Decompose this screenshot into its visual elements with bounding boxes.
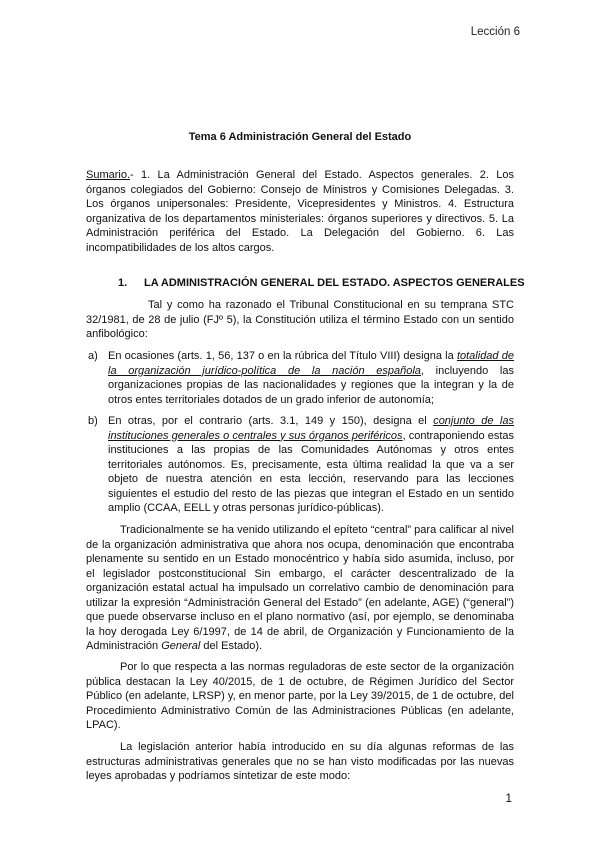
para2-text: Tradicionalmente se ha venido utilizando el epíteto “central” para calificar al nivel de la organización administrativa que ahora nos ocupa, denominación que encontraba plenamente su sentido en un Estado monocéntrico y había sido asumida, incluso, por el legislador postconstitucional Sin embargo, el carácter descentralizado de la organización estatal actual ha impulsado un correlativo cambio de denominación para utilizar la expresión “Administración General del Estado” (en adelante, AGE) (“general”) que puede observarse incluso en el plano normativo (así, por ejemplo, se denominaba la hoy derogada Ley 6/1997, de 14 de abril, de Organización y Funcionamiento de la Administración [86, 524, 514, 652]
list-item-b-emphasis: conjunto de las instituciones generales o centrales y sus órganos periféricos [108, 415, 514, 442]
section-number: 1. [118, 277, 128, 289]
summary-paragraph [86, 168, 514, 255]
document-title: Tema 6 Administración General del Estado [188, 131, 412, 143]
summary-label: Sumario. [86, 169, 131, 181]
list-item-b-text: En otras, por el contrario (arts. 3.1, 149 y 150), designa el [108, 415, 434, 427]
page-number: 1 [505, 791, 512, 805]
body-paragraph-2 [86, 523, 514, 654]
list-item-a-emphasis: totalidad de la organización jurídico-política de la nación española [108, 350, 514, 377]
list-marker-b: b) [88, 415, 98, 427]
body-paragraph-1: Tal y como ha razonado el Tribunal Constitucional en su temprana STC 32/1981, de 28 de julio (FJº 5), la Constitución utiliza el término Estado con un sentido anfibológico: [86, 299, 514, 340]
list-item-a-text-end: , incluyendo las organizaciones propias de las nacionalidades y regiones que la integran y la de otros entes territoriales dotados de un grado inferior de autonomía; [108, 364, 514, 406]
summary-text: - 1. La Administración General del Estado. Aspectos generales. 2. Los órganos colegiados del Gobierno: Consejo de Ministros y Comisiones Delegadas. 3. Los órganos unipersonales: Presidente, Vicepresidentes y Ministros. 4. Estructura organizativa de los departamentos ministeriales: órganos superiores y directivos. 5. La Administración periférica del Estado. La Delegación del Gobierno. 6. Las incompatibilidades de los altos cargos. [86, 169, 514, 254]
list-marker-a: a) [88, 350, 98, 362]
section-heading [118, 277, 525, 289]
para2-emphasis: General [161, 640, 201, 652]
body-paragraph-3: Por lo que respecta a las normas reguladoras de este sector de la organización pública destacan la Ley 40/2015, de 1 de octubre, de Régimen Jurídico del Sector Público (en adelante, LRSP) y, en menor parte, por la Ley 39/2015, de 1 de octubre, del Procedimiento Administrativo Común de las Administraciones Públicas (en adelante, LPAC). [86, 661, 514, 731]
section-title: LA ADMINISTRACIÓN GENERAL DEL ESTADO. ASPECTOS GENERALES [144, 277, 525, 289]
para2-text-end: del Estado). [200, 640, 263, 652]
body-paragraph-4: La legislación anterior había introducido en su día algunas reformas de las estructuras administrativas generales que no se han visto modificadas por las nuevas leyes aprobadas y podríamos sintetizar de este modo: [86, 741, 514, 782]
list-item-a-text: En ocasiones (arts. 1, 56, 137 o en la rúbrica del Título VIII) designa la [108, 350, 457, 362]
list-item-b-text-end: , contraponiendo estas instituciones a las propias de las Comunidades Autónomas y otros entes territoriales autónomos. Es, precisamente, esta última realidad la que va a ser objeto de nuestra atención en esta lección, reservando para las lecciones siguientes el estudio del resto de las piezas que integran el Estado en un sentido amplio (CCAA, EELL y otras personas jurídico-públicas). [108, 429, 514, 514]
running-header: Lección 6 [470, 26, 520, 38]
list-item-a [88, 349, 514, 407]
list-item-b [88, 414, 514, 516]
